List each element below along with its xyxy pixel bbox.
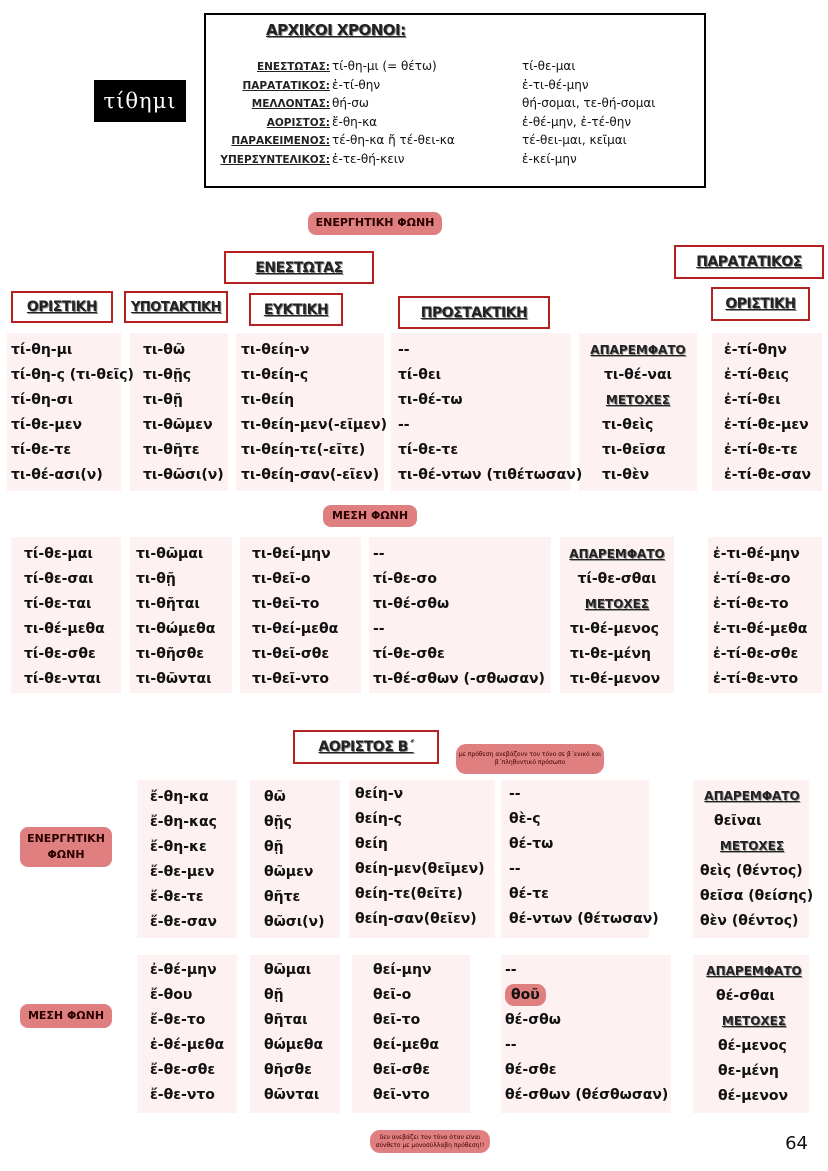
participles-label: ΜΕΤΟΧΕΣ <box>605 393 671 407</box>
highlighted-form: θοῦ <box>505 984 546 1006</box>
verb-form: τι-θεί-μεθα <box>252 621 339 637</box>
verb-form: τι-θείη-μεν(-εῖμεν) <box>241 417 387 433</box>
middle-voice-badge: ΜΕΣΗ ΦΩΝΗ <box>323 505 417 527</box>
principal-part-row <box>208 115 377 129</box>
tense-label: ΥΠΕΡΣΥΝΤΕΛΙΚΟΣ: <box>220 154 330 166</box>
principal-part-row <box>208 78 380 92</box>
principal-part-row <box>208 59 437 73</box>
tense-label: ΜΕΛΛΟΝΤΑΣ: <box>251 98 330 111</box>
verb-form: θέ-τω <box>509 836 554 852</box>
verb-form: τι-θῇ <box>136 571 176 587</box>
verb-form: -- <box>373 546 385 562</box>
verb-form: τι-θείη <box>241 392 295 408</box>
infinitive-form: τι-θέ-ναι <box>603 367 673 383</box>
verb-form: τί-θε-μαι <box>24 546 93 562</box>
infinitive-label: ΑΠΑΡΕΜΦΑΤΟ <box>569 547 665 561</box>
verb-form: θεῖ-ο <box>373 987 412 1003</box>
aorist-accent-note: με πρόθεση ανεβάζουν τον τόνο σε β΄ενικό και β΄πληθυντικό πρόσωπο <box>456 744 604 774</box>
participle-form: τι-θεὶς <box>602 417 654 433</box>
verb-form: -- <box>398 342 410 358</box>
infinitive-form: θεῖναι <box>714 813 762 829</box>
verb-form: θὲ-ς <box>509 811 541 827</box>
verb-form: ἔ-θη-κας <box>150 814 217 830</box>
participles-label: ΜΕΤΟΧΕΣ <box>721 1014 787 1028</box>
verb-form: ἐ-θέ-μεθα <box>150 1037 225 1053</box>
verb-form: τι-θείη-ν <box>241 342 310 358</box>
verb-form: τί-θε-σθε <box>24 646 96 662</box>
principal-parts-title: ΑΡΧΙΚΟΙ ΧΡΟΝΟΙ: <box>266 21 406 39</box>
present-middle-indicative <box>24 542 105 692</box>
middle-form: τί-θε-μαι <box>522 59 576 73</box>
verb-form: θεί-μεθα <box>373 1037 440 1053</box>
verb-form: τι-θεί-μην <box>252 546 331 562</box>
verb-form: τί-θε-τε <box>398 442 459 458</box>
principal-part-row <box>208 96 369 110</box>
verb-form: ἐ-τί-θε-σο <box>713 571 791 587</box>
aorist-active-voice-badge: ΕΝΕΡΓΗΤΙΚΗ ΦΩΝΗ <box>20 827 112 867</box>
verb-form: ἔ-θε-σαν <box>150 914 217 930</box>
verb-form: τί-θε-σθε <box>373 646 445 662</box>
tense-label: ΠΑΡΑΚΕΙΜΕΝΟΣ: <box>231 135 330 148</box>
verb-form: θέ-τε <box>509 886 549 902</box>
verb-form: θέ-σθω <box>505 1012 561 1028</box>
present-middle-subjunctive <box>136 542 215 692</box>
verb-form: θεῖ-ντο <box>373 1087 430 1103</box>
verb-form: θῶ <box>264 789 286 805</box>
verb-form: τί-θε-σο <box>373 571 437 587</box>
verb-form: θείη-σαν(θεῖεν) <box>355 911 477 927</box>
verb-form: -- <box>505 1037 517 1053</box>
verb-form: τι-θῶσι(ν) <box>143 467 224 483</box>
verb-form: ἐ-τί-θε-μεν <box>724 417 809 433</box>
participle-form: θέ-μενον <box>718 1088 789 1104</box>
participles-label: ΜΕΤΟΧΕΣ <box>719 839 785 853</box>
aorist-middle-imperative <box>505 958 668 1108</box>
active-form: τί-θη-μι (= θέτω) <box>332 59 437 73</box>
verb-form: τί-θε-μεν <box>11 417 83 433</box>
verb-form: ἐ-τι-θέ-μην <box>713 546 800 562</box>
verb-form: τί-θη-σι <box>11 392 73 408</box>
verb-form: θώμεθα <box>264 1037 324 1053</box>
middle-form: θή-σομαι, τε-θή-σομαι <box>522 96 656 111</box>
participle-form: τι-θὲν <box>602 467 650 483</box>
verb-form: θῆτε <box>264 889 301 905</box>
verb-form: ἐ-τί-θει <box>724 392 781 408</box>
aorist-middle-optative <box>373 958 439 1108</box>
infinitive-label: ΑΠΑΡΕΜΦΑΤΟ <box>704 789 800 803</box>
verb-form: τι-θέ-σθων (-σθωσαν) <box>373 671 545 687</box>
verb-form: τι-θώμεθα <box>136 621 216 637</box>
verb-form: θείη-ν <box>355 786 404 802</box>
participle-form: θὲν (θέντος) <box>700 913 799 929</box>
verb-form: τι-θῇ <box>143 392 183 408</box>
mood-imperative: ΠΡΟΣΤΑΚΤΙΚΗ <box>398 296 550 329</box>
verb-form <box>505 983 668 1008</box>
verb-form: θεῖ-σθε <box>373 1062 430 1078</box>
verb-form: τί-θε-σαι <box>24 571 94 587</box>
verb-form: ἐ-τί-θην <box>724 342 787 358</box>
verb-form: τί-θει <box>398 367 442 383</box>
infinitive-label: ΑΠΑΡΕΜΦΑΤΟ <box>706 964 802 978</box>
participle-form: θεῖσα (θείσης) <box>700 888 814 904</box>
verb-form: ἔ-θε-το <box>150 1012 206 1028</box>
verb-form: τι-θῶμαι <box>136 546 204 562</box>
verb-form: τί-θε-νται <box>24 671 101 687</box>
verb-form: θείη-μεν(θεῖμεν) <box>355 861 485 877</box>
verb-form: θείη-ς <box>355 811 402 827</box>
page-number: 64 <box>785 1133 808 1154</box>
present-active-imperative <box>398 338 582 488</box>
verb-form: ἐ-τί-θε-σθε <box>713 646 799 662</box>
verb-form: τι-θεῖ-το <box>252 596 320 612</box>
verb-form: ἐ-τί-θε-τε <box>724 442 798 458</box>
verb-form: ἔ-θη-κα <box>150 789 209 805</box>
active-form: ἐ-τε-θή-κειν <box>332 152 405 166</box>
tense-label: ΑΟΡΙΣΤΟΣ: <box>266 116 330 129</box>
verb-form: -- <box>509 861 521 877</box>
active-form: ἐ-τί-θην <box>332 77 381 92</box>
verb-title: τίθημι <box>94 80 186 122</box>
verb-form: ἐ-τί-θε-ντο <box>713 671 799 687</box>
participle-form: τι-θέ-μενος <box>570 621 659 637</box>
verb-form: τι-θεῖ-σθε <box>252 646 330 662</box>
verb-form: θῆσθε <box>264 1062 312 1078</box>
participles-label: ΜΕΤΟΧΕΣ <box>584 597 650 611</box>
verb-form: τί-θε-τε <box>11 442 72 458</box>
verb-form: τι-θῇς <box>143 367 192 383</box>
mood-indicative: ΟΡΙΣΤΙΚΗ <box>11 291 113 323</box>
verb-form: τί-θη-μι <box>11 342 73 358</box>
participle-form: θέ-μενος <box>718 1038 787 1054</box>
compound-accent-note: δεν ανεβάζει τον τόνο όταν είναι σύνθετο με μονοσύλλαβη πρόθεση!! <box>370 1130 490 1153</box>
verb-form: ἐ-θέ-μην <box>150 962 217 978</box>
present-active-optative <box>241 338 387 488</box>
verb-form: ἔ-θε-ντο <box>150 1087 215 1103</box>
verb-form: θῇς <box>264 814 292 830</box>
middle-form: ἐ-τι-θέ-μην <box>522 77 589 92</box>
verb-form: τι-θεῖ-ο <box>252 571 311 587</box>
mood-indicative-imperfect: ΟΡΙΣΤΙΚΗ <box>711 287 810 321</box>
infinitive-form: θέ-σθαι <box>716 988 775 1004</box>
verb-form: -- <box>373 621 385 637</box>
verb-form: -- <box>505 962 517 978</box>
middle-form: ἐ-κεί-μην <box>522 152 577 166</box>
verb-form: τι-θέ-ντων (τιθέτωσαν) <box>398 467 583 483</box>
verb-form: θῶσι(ν) <box>264 914 325 930</box>
verb-form: ἐ-τί-θε-σαν <box>724 467 812 483</box>
aorist-active-subjunctive <box>264 785 324 935</box>
present-tense-header: ΕΝΕΣΤΩΤΑΣ <box>224 251 374 284</box>
active-form: θή-σω <box>332 96 369 111</box>
verb-form: θείη <box>355 836 388 852</box>
participle-form: τι-θε-μένη <box>570 646 652 662</box>
infinitive-label: ΑΠΑΡΕΜΦΑΤΟ <box>590 343 686 357</box>
active-form: τέ-θη-κα ἤ τέ-θει-κα <box>332 133 455 148</box>
participle-form: θεὶς (θέντος) <box>700 863 803 879</box>
verb-form: τι-θέ-μεθα <box>24 621 105 637</box>
verb-form: θείη-τε(θεῖτε) <box>355 886 463 902</box>
principal-part-row <box>208 133 455 147</box>
verb-form: ἐ-τί-θε-το <box>713 596 789 612</box>
middle-form: τέ-θει-μαι, κεῖμαι <box>522 133 627 148</box>
verb-form: -- <box>509 786 521 802</box>
verb-form: θῶμαι <box>264 962 312 978</box>
imperfect-tense-header: ΠΑΡΑΤΑΤΙΚΟΣ <box>674 245 824 279</box>
verb-form: τι-θῆσθε <box>136 646 205 662</box>
aorist-middle-subjunctive <box>264 958 323 1108</box>
verb-form: τι-θείη-ς <box>241 367 309 383</box>
verb-form: τί-θη-ς (τι-θεῖς) <box>11 367 134 383</box>
verb-form: ἔ-θου <box>150 987 193 1003</box>
verb-form: θῆται <box>264 1012 308 1028</box>
tense-label: ΠΑΡΑΤΑΤΙΚΟΣ: <box>242 79 330 92</box>
present-active-indicative <box>11 338 134 488</box>
verb-form: ἔ-θε-σθε <box>150 1062 216 1078</box>
aorist-active-imperative <box>509 782 659 932</box>
verb-form: θεῖ-το <box>373 1012 421 1028</box>
present-active-infinitive-participles <box>586 338 690 488</box>
present-middle-optative <box>252 542 338 692</box>
aorist-middle-voice-badge: ΜΕΣΗ ΦΩΝΗ <box>20 1004 112 1028</box>
principal-part-row <box>208 152 404 166</box>
verb-form: θέ-ντων (θέτωσαν) <box>509 911 659 927</box>
participle-form: τι-θεῖσα <box>602 442 666 458</box>
verb-form: τι-θέ-σθω <box>373 596 450 612</box>
middle-form: ἐ-θέ-μην, ἐ-τέ-θην <box>522 114 632 129</box>
principal-parts-box <box>204 13 706 188</box>
verb-form: θεί-μην <box>373 962 432 978</box>
present-middle-imperative <box>373 542 545 692</box>
verb-form: ἔ-θη-κε <box>150 839 207 855</box>
verb-form: τι-θείη-σαν(-εῖεν) <box>241 467 380 483</box>
verb-form: ἔ-θε-τε <box>150 889 204 905</box>
mood-subjunctive: ΥΠΟΤΑΚΤΙΚΗ <box>124 291 228 323</box>
verb-form: θῶμεν <box>264 864 314 880</box>
imperfect-active-indicative <box>724 338 811 488</box>
active-form: ἔ-θη-κα <box>332 114 378 129</box>
active-voice-badge: ΕΝΕΡΓΗΤΙΚΗ ΦΩΝΗ <box>308 212 442 235</box>
aorist-active-optative <box>355 782 485 932</box>
verb-form: τι-θεῖ-ντο <box>252 671 329 687</box>
verb-form: ἔ-θε-μεν <box>150 864 215 880</box>
aorist-tense-header: ΑΟΡΙΣΤΟΣ Β΄ <box>293 730 439 764</box>
verb-form: τι-θῆται <box>136 596 200 612</box>
verb-form: τι-θῶνται <box>136 671 212 687</box>
verb-form: τι-θῆτε <box>143 442 200 458</box>
verb-form: τι-θῶμεν <box>143 417 213 433</box>
infinitive-form: τί-θε-σθαι <box>577 571 657 587</box>
verb-form: θέ-σθε <box>505 1062 557 1078</box>
verb-form: θῇ <box>264 839 284 855</box>
imperfect-middle-indicative <box>713 542 807 692</box>
aorist-active-indicative <box>150 785 217 935</box>
mood-optative: ΕΥΚΤΙΚΗ <box>249 293 343 326</box>
verb-form: -- <box>398 417 410 433</box>
tense-label: ΕΝΕΣΤΩΤΑΣ: <box>256 61 330 73</box>
verb-form: τι-θείη-τε(-εῖτε) <box>241 442 366 458</box>
aorist-active-infinitive-participles <box>700 784 814 934</box>
verb-form: θῶνται <box>264 1087 320 1103</box>
verb-form: ἐ-τί-θεις <box>724 367 789 383</box>
aorist-middle-infinitive-participles <box>702 959 806 1109</box>
participle-form: τι-θέ-μενον <box>570 671 661 687</box>
participle-form: θε-μένη <box>718 1063 779 1079</box>
verb-form: θέ-σθων (θέσθωσαν) <box>505 1087 669 1103</box>
aorist-middle-indicative <box>150 958 224 1108</box>
present-middle-infinitive-participles <box>564 542 670 692</box>
verb-form: τι-θέ-τω <box>398 392 463 408</box>
verb-form: τί-θε-ται <box>24 596 92 612</box>
verb-form: τι-θέ-ασι(ν) <box>11 467 103 483</box>
verb-form: τι-θῶ <box>143 342 185 358</box>
verb-form: θῇ <box>264 987 284 1003</box>
verb-form: ἐ-τι-θέ-μεθα <box>713 621 808 637</box>
present-active-subjunctive <box>143 338 224 488</box>
